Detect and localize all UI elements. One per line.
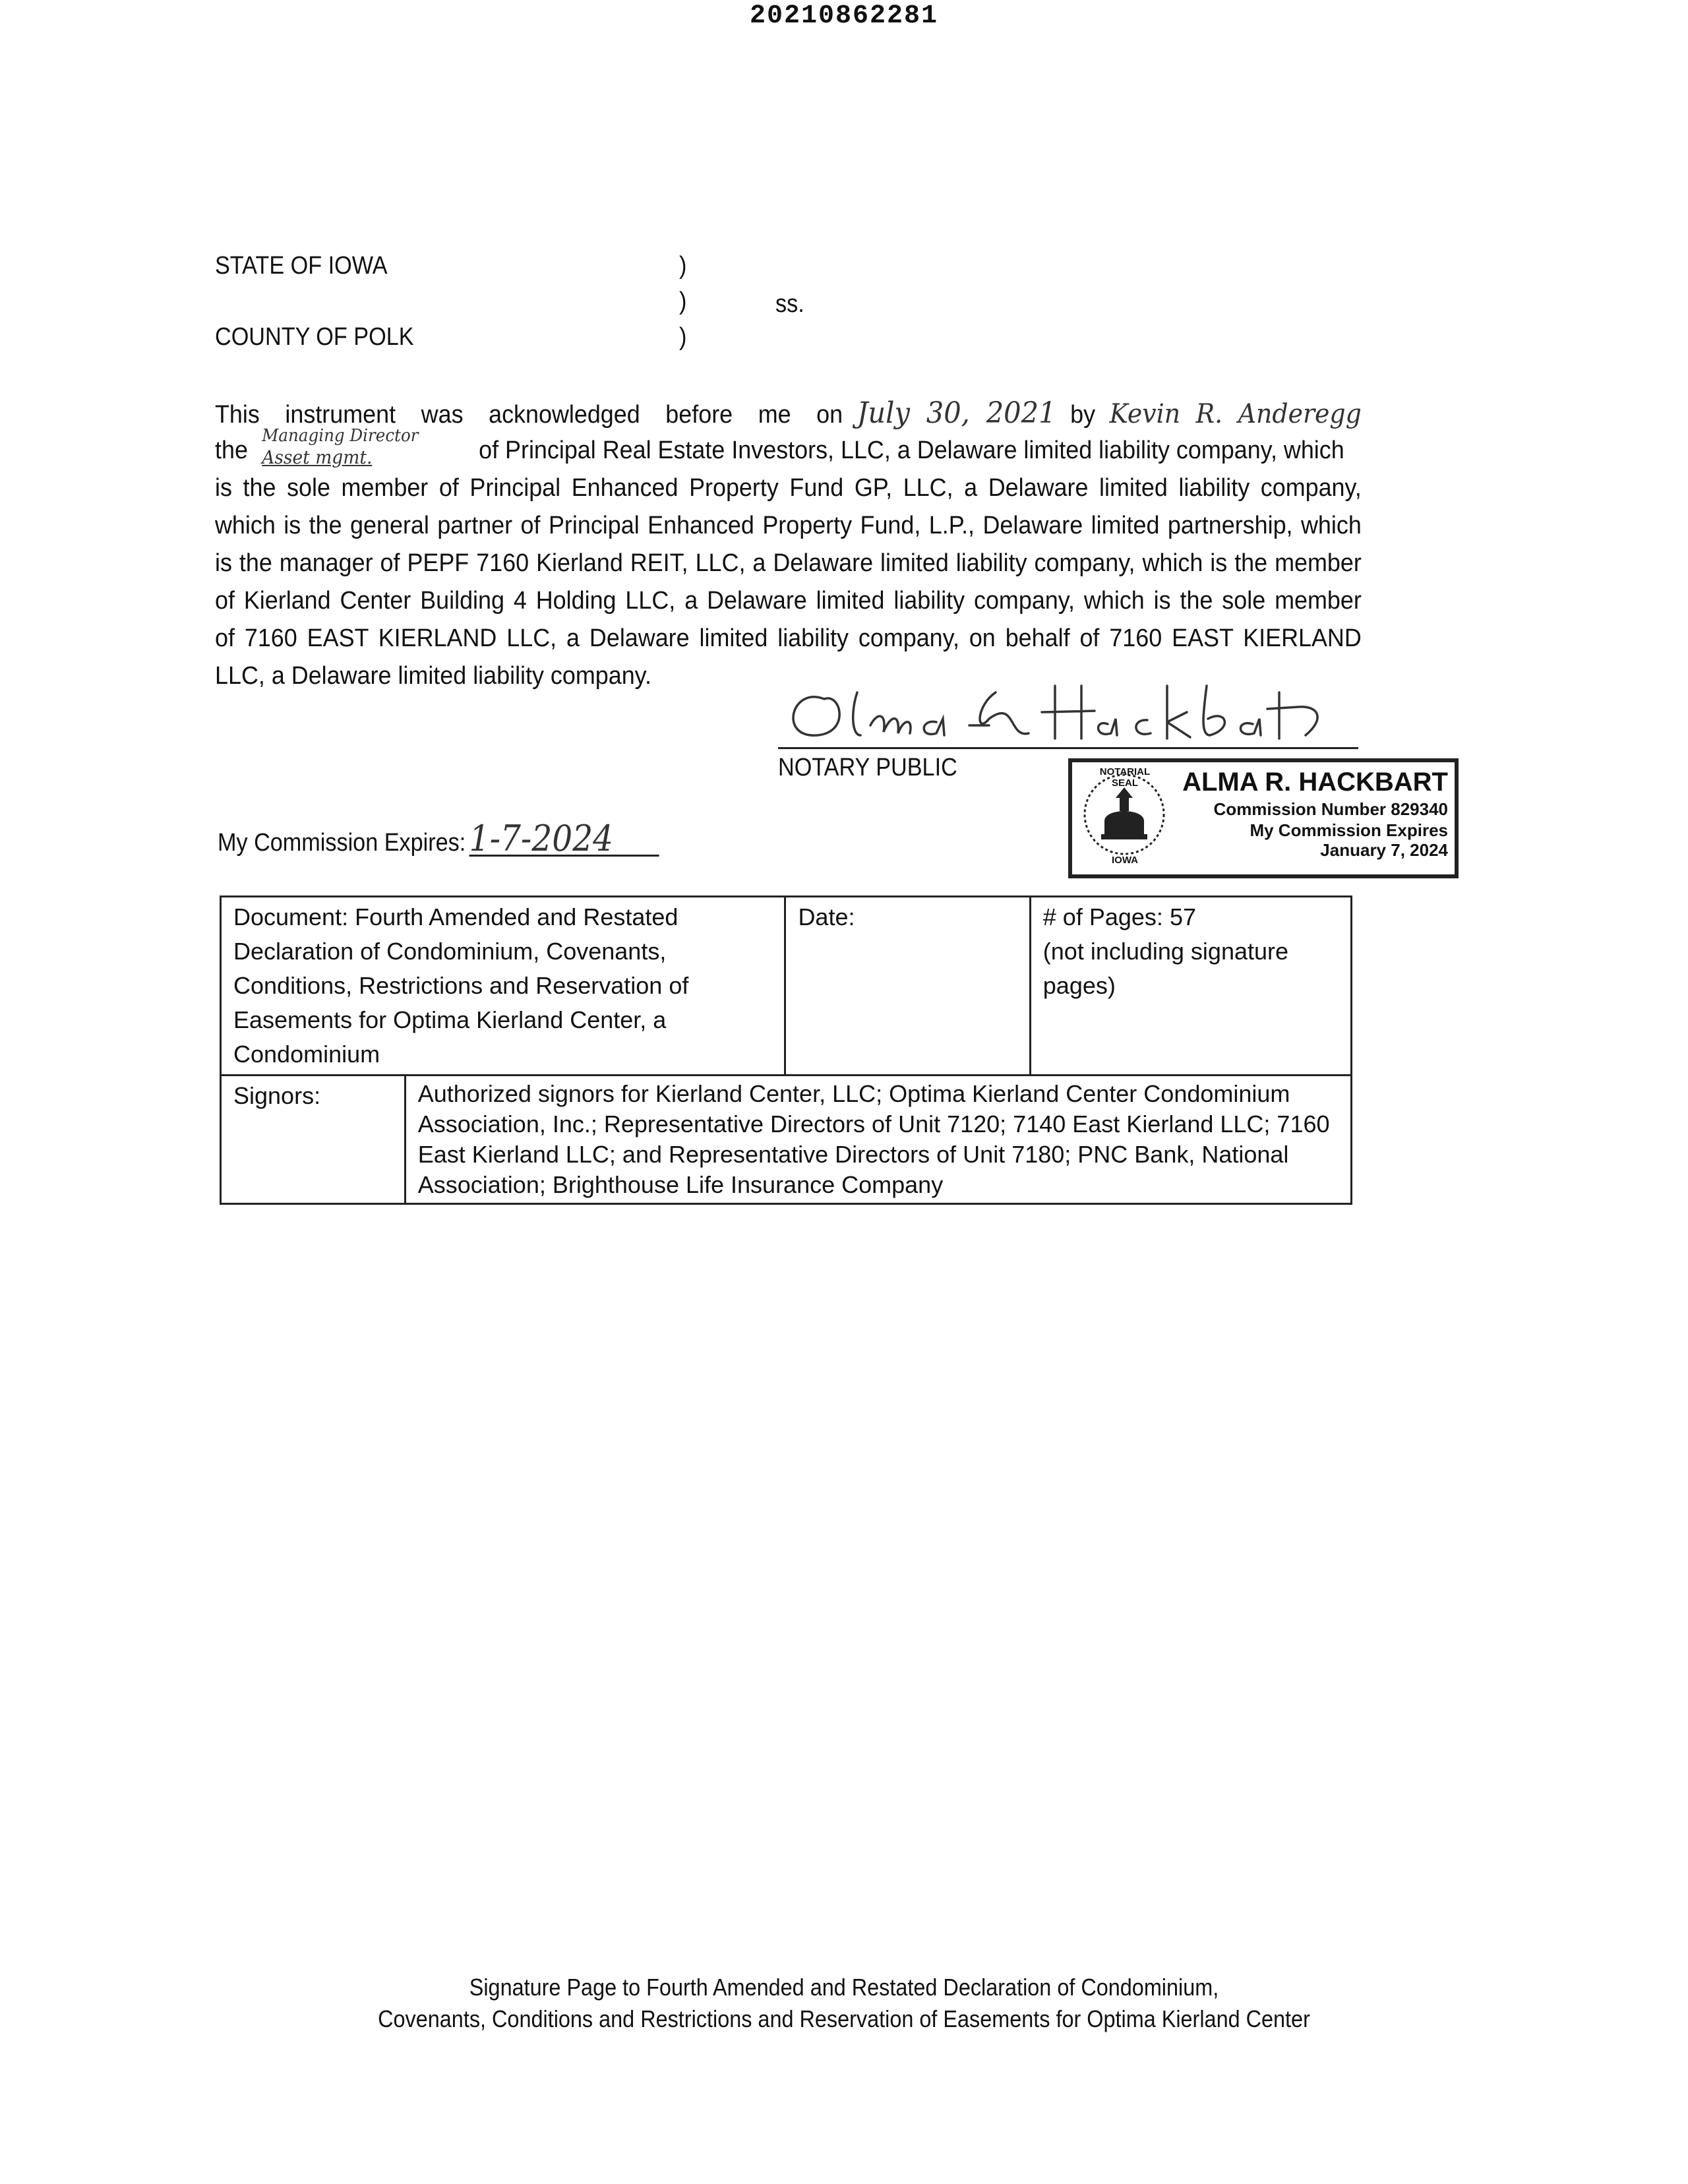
signors-label-cell — [221, 1076, 406, 1204]
commission-date-handwritten: 1-7-2024 — [469, 823, 659, 857]
document-cell — [221, 897, 785, 1076]
commission-label: My Commission Expires: — [218, 829, 466, 857]
ack-line1-prefix: This instrument was acknowledged before me on — [215, 401, 843, 429]
pages-value: 57 — [1169, 903, 1196, 930]
signature-scribble — [778, 673, 1345, 748]
table-row — [221, 1076, 1352, 1204]
footer — [84, 1972, 1604, 2035]
date-label: Date: — [798, 903, 855, 930]
ack-line-7: of 7160 EAST KIERLAND LLC, a Delaware limited liability company, on behalf of 7160 EAST KIERLAND — [215, 624, 1362, 652]
notary-signature — [778, 673, 1345, 748]
document-value: Fourth Amended and Restated Declaration of Condominium, Covenants, Conditions, Restrictions and Reservation of Easements for Optima Kierland Center, a Condominium — [233, 903, 689, 1068]
pages-note: (not including signature pages) — [1042, 938, 1289, 999]
ack-line-3: is the sole member of Principal Enhanced Property Fund GP, LLC, a Delaware limited liability company, — [215, 474, 1362, 502]
footer-line-2: Covenants, Conditions and Restrictions and Reservation of Easements for Optima Kierland Center — [378, 2005, 1310, 2032]
document-number: 20210862281 — [749, 1, 939, 31]
venue-state: STATE OF IOWA — [215, 252, 388, 280]
pages-label: # of Pages: — [1042, 903, 1163, 930]
date-cell — [785, 897, 1030, 1076]
ack-line-4: which is the general partner of Principal Enhanced Property Fund, L.P., Delaware limited partnership, which — [215, 512, 1362, 539]
venue-paren-2: ) — [679, 288, 687, 315]
venue-ss: ss. — [775, 290, 804, 318]
acknowledgment-paragraph — [215, 394, 1362, 695]
ack-title-upper: Managing Director — [262, 426, 419, 446]
venue-paren-1: ) — [679, 252, 687, 280]
seal-state: IOWA — [1112, 855, 1138, 866]
ack-line-6: of Kierland Center Building 4 Holding LLC, a Delaware limited liability company, which is the sole member — [215, 587, 1362, 615]
stamp-expires-date: January 7, 2024 — [1320, 840, 1448, 860]
stamp-name: ALMA R. HACKBART — [1182, 768, 1448, 797]
ack-title-lower: Asset mgmt. — [262, 446, 373, 468]
ack-line-2 — [215, 426, 1362, 470]
seal-text: NOTARIAL SEAL — [1099, 766, 1151, 789]
document-label: Document: — [233, 903, 349, 930]
ack-by: by — [1070, 401, 1096, 429]
ack-line2-text: of Principal Real Estate Investors, LLC, a Delaware limited liability company, which — [479, 437, 1344, 464]
notary-public-label: NOTARY PUBLIC — [778, 754, 957, 781]
signors-value-cell — [405, 1076, 1351, 1204]
notary-stamp — [1068, 758, 1459, 878]
signors-value: Authorized signors for Kierland Center, LLC; Optima Kierland Center Condominium Association, Inc.; Representative Directors of Unit 7120; 7140 East Kierland LLC; 7160 East Kierland LLC; and Representative Directors of Unit 7180; PNC Bank, National Association; Brighthouse Life Insurance Company — [417, 1080, 1330, 1198]
commission-expires — [218, 818, 659, 859]
ack-signer-handwritten: Kevin R. Anderegg — [1109, 399, 1362, 429]
document-info-table — [220, 895, 1352, 1205]
stamp-expires-label: My Commission Expires — [1250, 820, 1448, 840]
ack-line-5: is the manager of PEPF 7160 Kierland REIT, LLC, a Delaware limited liability company, which is the member — [215, 549, 1362, 577]
venue-paren-3: ) — [679, 323, 687, 351]
ack-title-handwritten — [255, 426, 479, 470]
footer-line-1: Signature Page to Fourth Amended and Restated Declaration of Condominium, — [469, 1974, 1219, 2001]
stamp-commission-number: Commission Number 829340 — [1213, 799, 1448, 819]
notary-signature-line — [778, 747, 1358, 749]
ack-line-8: LLC, a Delaware limited liability company. — [215, 662, 651, 690]
ack-date-handwritten: July 30, 2021 — [857, 396, 1056, 430]
table-row — [221, 897, 1352, 1076]
venue-county: COUNTY OF POLK — [215, 323, 414, 351]
ack-the: the — [215, 437, 248, 464]
signors-label: Signors: — [233, 1082, 321, 1109]
pages-cell — [1030, 897, 1351, 1076]
